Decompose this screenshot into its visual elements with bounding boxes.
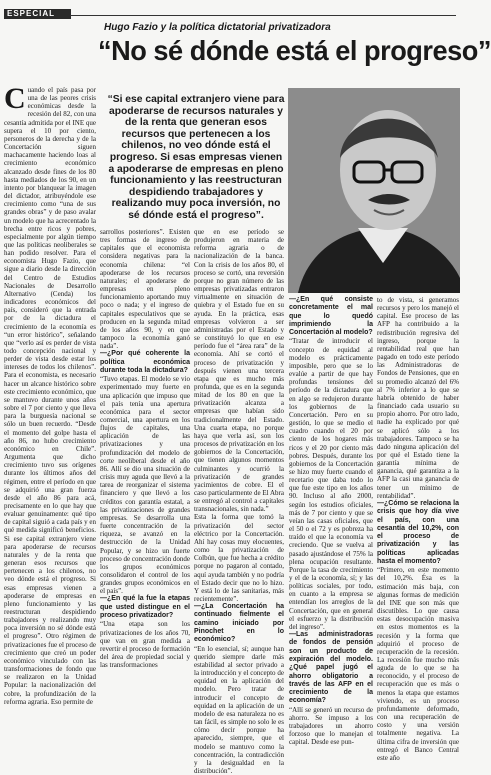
portrait-image xyxy=(288,88,460,293)
article-headline: “No sé dónde está el progreso” xyxy=(98,35,491,66)
portrait-photo xyxy=(288,88,460,293)
question-subhead: —¿La Concertación ha continuado fielmente el camino iniciado por Pinochet en lo económico? xyxy=(194,603,284,644)
column-5-text-b: “Primero, en este momento del 10,2%. Ésa es la estimación más baja, con algunas formas de medición del INE que son más que discutibles. Lo que causa estas desocupación masiva en estos momentos es la recesión y la forma que adquirió el proceso de recuperación de la recesión. La recesión fue mucho más aguda de lo que se ha reconocido, y el proceso de recuperación que es más o menos la etapa que estamos viviendo, es un proceso profundamente deformado, con una recuperación de costo y una versión totalmente negativa. La última cifra de inversión que entregó el Banco Central este año xyxy=(377,566,459,762)
question-subhead: —¿Por qué coherente la política económica durante toda la dictadura? xyxy=(100,350,190,374)
question-subhead: —Las administradoras de fondos de pensión son un producto de expiración del modelo. ¿Qué papel jugó el ahorro obligatorio a través de las AFP en el crecimiento de la economía? xyxy=(289,631,373,705)
column-3-text-b: Esta la forma que tomó la privatización del sector eléctrico por la Concertación. Ahí hay cosas muy elocuentes, como la privatización de Colbún, que fue hecha a crédito porque no pagaron al contado, aquí ayuda también y no podría el Estado decir que no lo hizo. Y está lo de las sanitarias, más recientemente”. xyxy=(194,513,284,604)
header-rule xyxy=(70,15,456,16)
column-2-text: sarrollos posteriores”. Existen tres formas de ingreso de capitales que el economista considera negativas para la economía chilena: “el apoderarse de los recursos naturales; el apoderarse de empresas en pleno funcionamiento aportando muy poco o nada; y el ingreso de capitales especulativos que se producen en la segunda mitad de los años 90, y en que tampoco la economía ganó nada”. xyxy=(100,228,190,351)
column-1-text: uando el país pasa por una de las peores crisis económicas desde la recesión del 82, con una cesantía admitida por el INE que supera el 10 por ciento, personeros de la derecha y de la Concertación siguen machacamente haciendo loas al crecimiento económico alcanzado desde fines de los 80 hasta mediados de los 90, en un intento por blanquear la imagen del dictador, atribuyéndole ese crecimiento como “una de sus grandes obras” y de paso avalar un modelo que ha acrecentado la brecha entre ricos y pobres, especialmente por algún tiempo que las políticas neoliberales se han podido resolver. Para el economista Hugo Fazio, que sigue a diario desde la dirección del Centro de Estudios Nacionales de Desarrollo Alternativo (Cenda) los indicadores económicos del país, consideró que la entrada por de la dictadura el crecimiento de la economía es “un error histórico”, señalando que “verlo así es perder de vista todo concepción nacional y perder de vista desde estar los intereses de todos los chilenos”. Para el economista, es necesario hacer un alcance histórico sobre este crecimiento económico, que se mantuvo durante unos años sobre el 7 por ciento y que lleva para la burguesía nacional se sólo un buen recuerdo. “Desde el momento del golpe hasta el año 86, no hubo crecimiento económico en Chile”. Argumenta que dicho crecimiento tuvo sus orígenes durante los últimos años del régimen, entre el período en que se adquirió una gran fuerza desde el año 86 para acá, precisamente en lo que hay que evaluar genuinamente: qué tipo de capital siguió a cada país y en qué medida significó beneficios. Si ese capital extranjero viene para apoderarse de recursos naturales y de la renta que generan esos recursos que pertenecen a los chilenos, no veo dónde está el progreso. Si esas empresas vienen a apoderarse de empresas en pleno funcionamiento y las reestructuran despidiendo trabajadores y realizando muy poca inversión no sé dónde está el progreso”. Otro régimen de privatizaciones fue el proceso de crecimiento que creó un poder económico vinculado con las transformaciones de fondo que se realizaron en la Unidad Popular: la nacionalización del cobre, la profundización de la reforma agraria. Eso permite de xyxy=(4,86,96,706)
question-subhead: —¿Cómo se relaciona la crisis que hoy día vive el país, con una cesantía del 10,2%, con el proceso de privatización y las políticas aplicadas hasta el momento? xyxy=(377,499,459,565)
question-subhead: —¿En qué consiste concretamente el mal que lo quedó imprimiendo la Concertación al modelo? xyxy=(289,296,373,337)
article-column-5 xyxy=(377,296,459,762)
article-column-2 xyxy=(100,228,190,670)
column-5-text: to de vista, si generamos recursos y pero los manejó el capital. Ese proceso de las AFP ha contribuido a la redistribución regresiva del ingreso, porque la rentabilidad real que han pagado en todo este período las Administradoras de Fondos de Pensiones, que en su promedio alcanzó del 6% al 7% inferior a lo que se habría obtenido de haber financiado cada usuario su propio ahorro. Por otro lado, nadie ha explicado por qué se aplicó sólo a los trabajadores. Tampoco se ha dado ninguna aplicación del por qué el Estado tiene la garantía mínima de ganancia, qué garantiza a la AFP la casi una ganancia de tener un mínimo de rentabilidad”. xyxy=(377,296,459,500)
column-3-text: que en ese período se produjeron en materia de reforma agraria o de nacionalización de la banca. Con la crisis de los años 80, el proceso se cortó, una reversión porque no gran número de las empresas privatizadas entraron virtualmente en situación de quiebra y el Estado fue en su ayuda. En la práctica, esas empresas volvieron a ser administradas por el Estado y se constituyó lo que en ese período fue el “área rara” de la economía. Ahí se cortó el proceso de privatización y después vienen una tercera etapa que es mucho más profunda, que es en la segunda mitad de los 80 en que la privatización alcanza a empresas que habían sido tradicionalmente del Estado. Una cuarta etapa, no porque haya que verla así, son los procesos de privatización en los gobiernos de la Concertación, que tienen algunos momentos culminantes y ocurrió la privatización de grandes yacimientos de cobre. El el caso particularmente de El Abra se entregó al control a capitales transnacionales, sin nada.” xyxy=(194,228,284,514)
column-4-text: “Tratar de introducir el concepto de equidad al modelo es prácticamente imposible, pero que se lo evalúe a partir de que hay profundas tensiones del período de la dictadura que en algo se redujeron durante los gobiernos de la Concertación. Pero en su gestión, lo que se medio el cuadro cuando el 20 por ciento de los hogares más ricos y el 20 por ciento más pobres. Después, durante los gobiernos de la Concertación se hizo muy fuerte cuando el recetario que daba todo lo que fue este tipo en los años 90. Incluso al año 2000, según los estudios oficiales, más de 7 por ciento y que se veían las casas oficiales, que el 50 o el 72 y es pobreza ha traído el que la economía va creciendo. Que se vuelva al pasado ajustándose el 75% la plena ocupación resultante. Porque la tasa de crecimiento y el de la economía, sí; y las políticas sociales, por todo, en cuanto a la empresa se entendían los arreglos de la Concertación, que en general el esfuerzo y la distribución del ingreso”. xyxy=(289,337,373,631)
article-column-1 xyxy=(4,82,96,706)
article-column-3 xyxy=(194,228,284,775)
column-4-text-b: “Allí se generó un recurso de ahorro. Se impuso a los trabajadores un ahorro forzoso que lo manejan el capital. Desde ese pun- xyxy=(289,705,373,747)
drop-cap: C xyxy=(4,82,26,115)
question-subhead: —¿En qué la fue la etapas que usted distingue en el proceso privatizador? xyxy=(100,595,190,620)
column-3-text-c: “En lo esencial, sí; aunque han querido siempre darle más estabilidad al sector privado a la introducción y el concepto de equidad en la aplicación del modelo. Pero tratar de introducir el concepto de equidad en la aplicación de un modelo de esa naturaleza no es tan fácil, es simple no solo le es cómo decir porque ha aparecido, siempre, que el modelo se mantuvo como la concentración, la contradicción y la desigualdad en la distribución”. xyxy=(194,644,284,775)
article-kicker: Hugo Fazio y la política dictatorial privatizadora xyxy=(104,22,331,33)
article-column-4 xyxy=(289,296,373,747)
column-2-text-b: “Tuvo etapas. El modelo se vio experimentado muy fuerte en una aplicación que impuso que el país tenía una apertura económica para el sector comercial, una apertura en los flujos de capitales, una aplicación de las privatizaciones y una profundización del modelo de corte neoliberal desde el año 86. Allí se dio una situación de crisis muy aguda que llevó a la tarea de reorganizar el sistema financiero y que llevó a los créditos con garantía estatal, a las privatizaciones de grandes empresas. Se desarrolla una fuerte concentración de la riqueza, se avanzó en la destrucción de la Unidad Popular, y se hizo un fuerte proceso de concentración donde los grupos económicos consolidaron el control de los grandes grupos económicos en el país”. xyxy=(100,375,190,596)
pull-quote: “Si ese capital extranjero viene para apoderarse de recursos naturales y de la renta que generan esos recursos que pertenecen a los chilenos, no veo dónde está el progreso. Si esas empresas vienen a apoderarse de empresas en pleno funcionamiento y las reestructuran despidiendo trabajadores y realizando muy poca inversión, no sé dónde está el progreso”. xyxy=(107,94,285,221)
column-2-text-c: “Una etapa son los privatizaciones de los años 70, que van en gran medida a revertir el proceso de formación del área de propiedad social y las transformaciones xyxy=(100,620,190,670)
section-tag: ESPECIAL xyxy=(4,9,71,19)
